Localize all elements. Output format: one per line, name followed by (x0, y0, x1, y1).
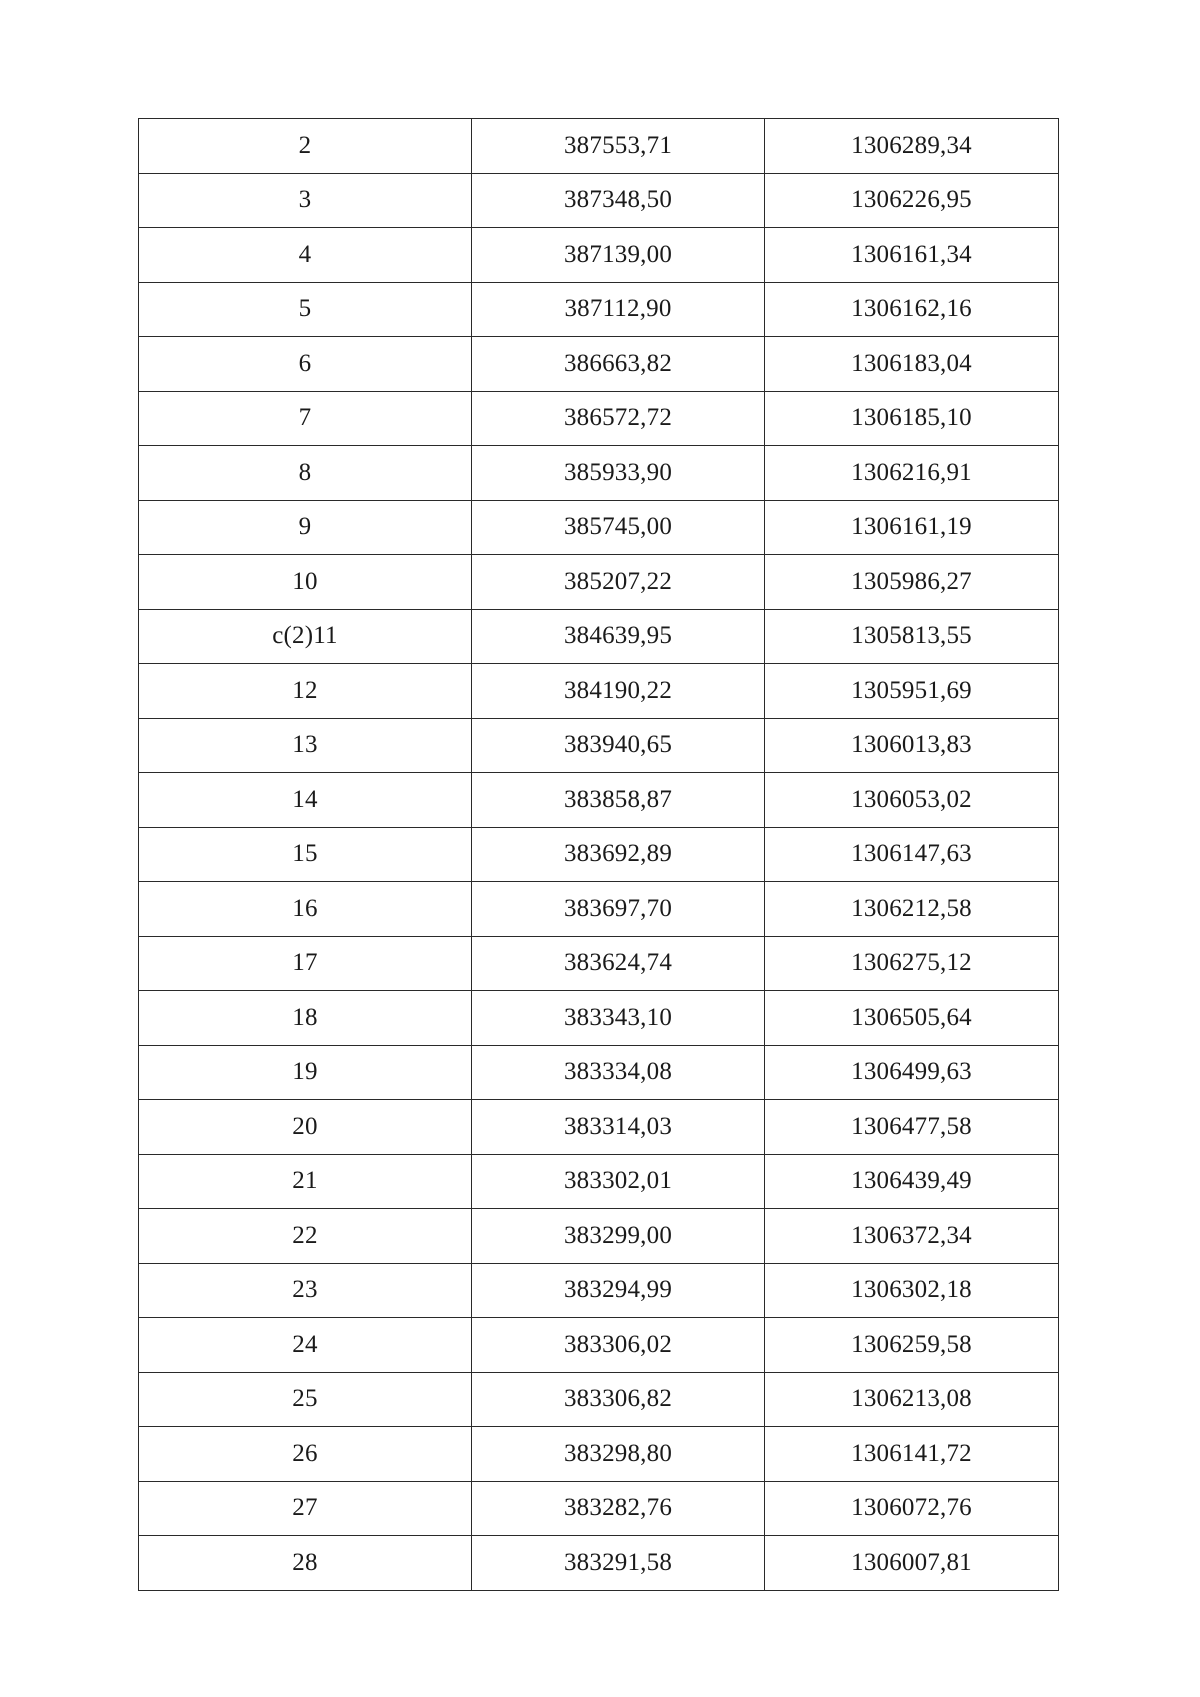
y-coordinate-cell: 1306213,08 (765, 1372, 1059, 1427)
table-row (139, 1045, 1059, 1100)
point-number-cell: 20 (139, 1100, 472, 1155)
x-coordinate-cell: 383294,99 (472, 1263, 765, 1318)
y-coordinate-cell: 1306183,04 (765, 337, 1059, 392)
y-coordinate-cell: 1306289,34 (765, 119, 1059, 174)
y-coordinate-cell: 1305986,27 (765, 555, 1059, 610)
table-row (139, 500, 1059, 555)
x-coordinate-cell: 383343,10 (472, 991, 765, 1046)
table-row (139, 1481, 1059, 1536)
table-row (139, 609, 1059, 664)
coordinates-table-body (139, 119, 1059, 1591)
x-coordinate-cell: 387139,00 (472, 228, 765, 283)
table-row (139, 1100, 1059, 1155)
x-coordinate-cell: 387553,71 (472, 119, 765, 174)
point-number-cell: 13 (139, 718, 472, 773)
table-row (139, 119, 1059, 174)
table-row (139, 882, 1059, 937)
y-coordinate-cell: 1306053,02 (765, 773, 1059, 828)
table-row (139, 1536, 1059, 1591)
x-coordinate-cell: 383302,01 (472, 1154, 765, 1209)
point-number-cell: 8 (139, 446, 472, 501)
x-coordinate-cell: 383334,08 (472, 1045, 765, 1100)
point-number-cell: 22 (139, 1209, 472, 1264)
point-number-cell: 14 (139, 773, 472, 828)
x-coordinate-cell: 383298,80 (472, 1427, 765, 1482)
x-coordinate-cell: 383624,74 (472, 936, 765, 991)
y-coordinate-cell: 1306372,34 (765, 1209, 1059, 1264)
y-coordinate-cell: 1306226,95 (765, 173, 1059, 228)
y-coordinate-cell: 1306147,63 (765, 827, 1059, 882)
x-coordinate-cell: 387348,50 (472, 173, 765, 228)
table-row (139, 446, 1059, 501)
coordinates-table (138, 118, 1059, 1591)
y-coordinate-cell: 1306185,10 (765, 391, 1059, 446)
point-number-cell: c(2)11 (139, 609, 472, 664)
point-number-cell: 9 (139, 500, 472, 555)
table-row (139, 1427, 1059, 1482)
point-number-cell: 2 (139, 119, 472, 174)
y-coordinate-cell: 1306013,83 (765, 718, 1059, 773)
y-coordinate-cell: 1306007,81 (765, 1536, 1059, 1591)
point-number-cell: 10 (139, 555, 472, 610)
y-coordinate-cell: 1306477,58 (765, 1100, 1059, 1155)
point-number-cell: 16 (139, 882, 472, 937)
y-coordinate-cell: 1306499,63 (765, 1045, 1059, 1100)
point-number-cell: 26 (139, 1427, 472, 1482)
point-number-cell: 4 (139, 228, 472, 283)
table-row (139, 1372, 1059, 1427)
x-coordinate-cell: 385933,90 (472, 446, 765, 501)
point-number-cell: 23 (139, 1263, 472, 1318)
point-number-cell: 21 (139, 1154, 472, 1209)
x-coordinate-cell: 383299,00 (472, 1209, 765, 1264)
x-coordinate-cell: 385207,22 (472, 555, 765, 610)
y-coordinate-cell: 1306505,64 (765, 991, 1059, 1046)
y-coordinate-cell: 1306216,91 (765, 446, 1059, 501)
x-coordinate-cell: 383314,03 (472, 1100, 765, 1155)
table-row (139, 991, 1059, 1046)
y-coordinate-cell: 1306302,18 (765, 1263, 1059, 1318)
y-coordinate-cell: 1306439,49 (765, 1154, 1059, 1209)
point-number-cell: 6 (139, 337, 472, 392)
table-row (139, 391, 1059, 446)
table-row (139, 664, 1059, 719)
table-row (139, 1154, 1059, 1209)
table-row (139, 337, 1059, 392)
y-coordinate-cell: 1306212,58 (765, 882, 1059, 937)
point-number-cell: 28 (139, 1536, 472, 1591)
x-coordinate-cell: 387112,90 (472, 282, 765, 337)
y-coordinate-cell: 1306072,76 (765, 1481, 1059, 1536)
x-coordinate-cell: 384190,22 (472, 664, 765, 719)
y-coordinate-cell: 1306162,16 (765, 282, 1059, 337)
table-row (139, 555, 1059, 610)
x-coordinate-cell: 383291,58 (472, 1536, 765, 1591)
point-number-cell: 5 (139, 282, 472, 337)
x-coordinate-cell: 383692,89 (472, 827, 765, 882)
table-row (139, 936, 1059, 991)
y-coordinate-cell: 1305813,55 (765, 609, 1059, 664)
table-row (139, 228, 1059, 283)
x-coordinate-cell: 383858,87 (472, 773, 765, 828)
table-row (139, 718, 1059, 773)
x-coordinate-cell: 383697,70 (472, 882, 765, 937)
table-row (139, 173, 1059, 228)
table-row (139, 1263, 1059, 1318)
y-coordinate-cell: 1306259,58 (765, 1318, 1059, 1373)
y-coordinate-cell: 1306275,12 (765, 936, 1059, 991)
x-coordinate-cell: 383306,82 (472, 1372, 765, 1427)
table-row (139, 282, 1059, 337)
y-coordinate-cell: 1306141,72 (765, 1427, 1059, 1482)
x-coordinate-cell: 385745,00 (472, 500, 765, 555)
x-coordinate-cell: 383940,65 (472, 718, 765, 773)
table-row (139, 1318, 1059, 1373)
x-coordinate-cell: 383306,02 (472, 1318, 765, 1373)
x-coordinate-cell: 383282,76 (472, 1481, 765, 1536)
y-coordinate-cell: 1306161,19 (765, 500, 1059, 555)
point-number-cell: 17 (139, 936, 472, 991)
point-number-cell: 24 (139, 1318, 472, 1373)
point-number-cell: 18 (139, 991, 472, 1046)
x-coordinate-cell: 384639,95 (472, 609, 765, 664)
point-number-cell: 15 (139, 827, 472, 882)
point-number-cell: 7 (139, 391, 472, 446)
x-coordinate-cell: 386572,72 (472, 391, 765, 446)
table-row (139, 773, 1059, 828)
x-coordinate-cell: 386663,82 (472, 337, 765, 392)
y-coordinate-cell: 1306161,34 (765, 228, 1059, 283)
table-row (139, 827, 1059, 882)
table-row (139, 1209, 1059, 1264)
point-number-cell: 25 (139, 1372, 472, 1427)
point-number-cell: 27 (139, 1481, 472, 1536)
point-number-cell: 12 (139, 664, 472, 719)
point-number-cell: 19 (139, 1045, 472, 1100)
point-number-cell: 3 (139, 173, 472, 228)
y-coordinate-cell: 1305951,69 (765, 664, 1059, 719)
